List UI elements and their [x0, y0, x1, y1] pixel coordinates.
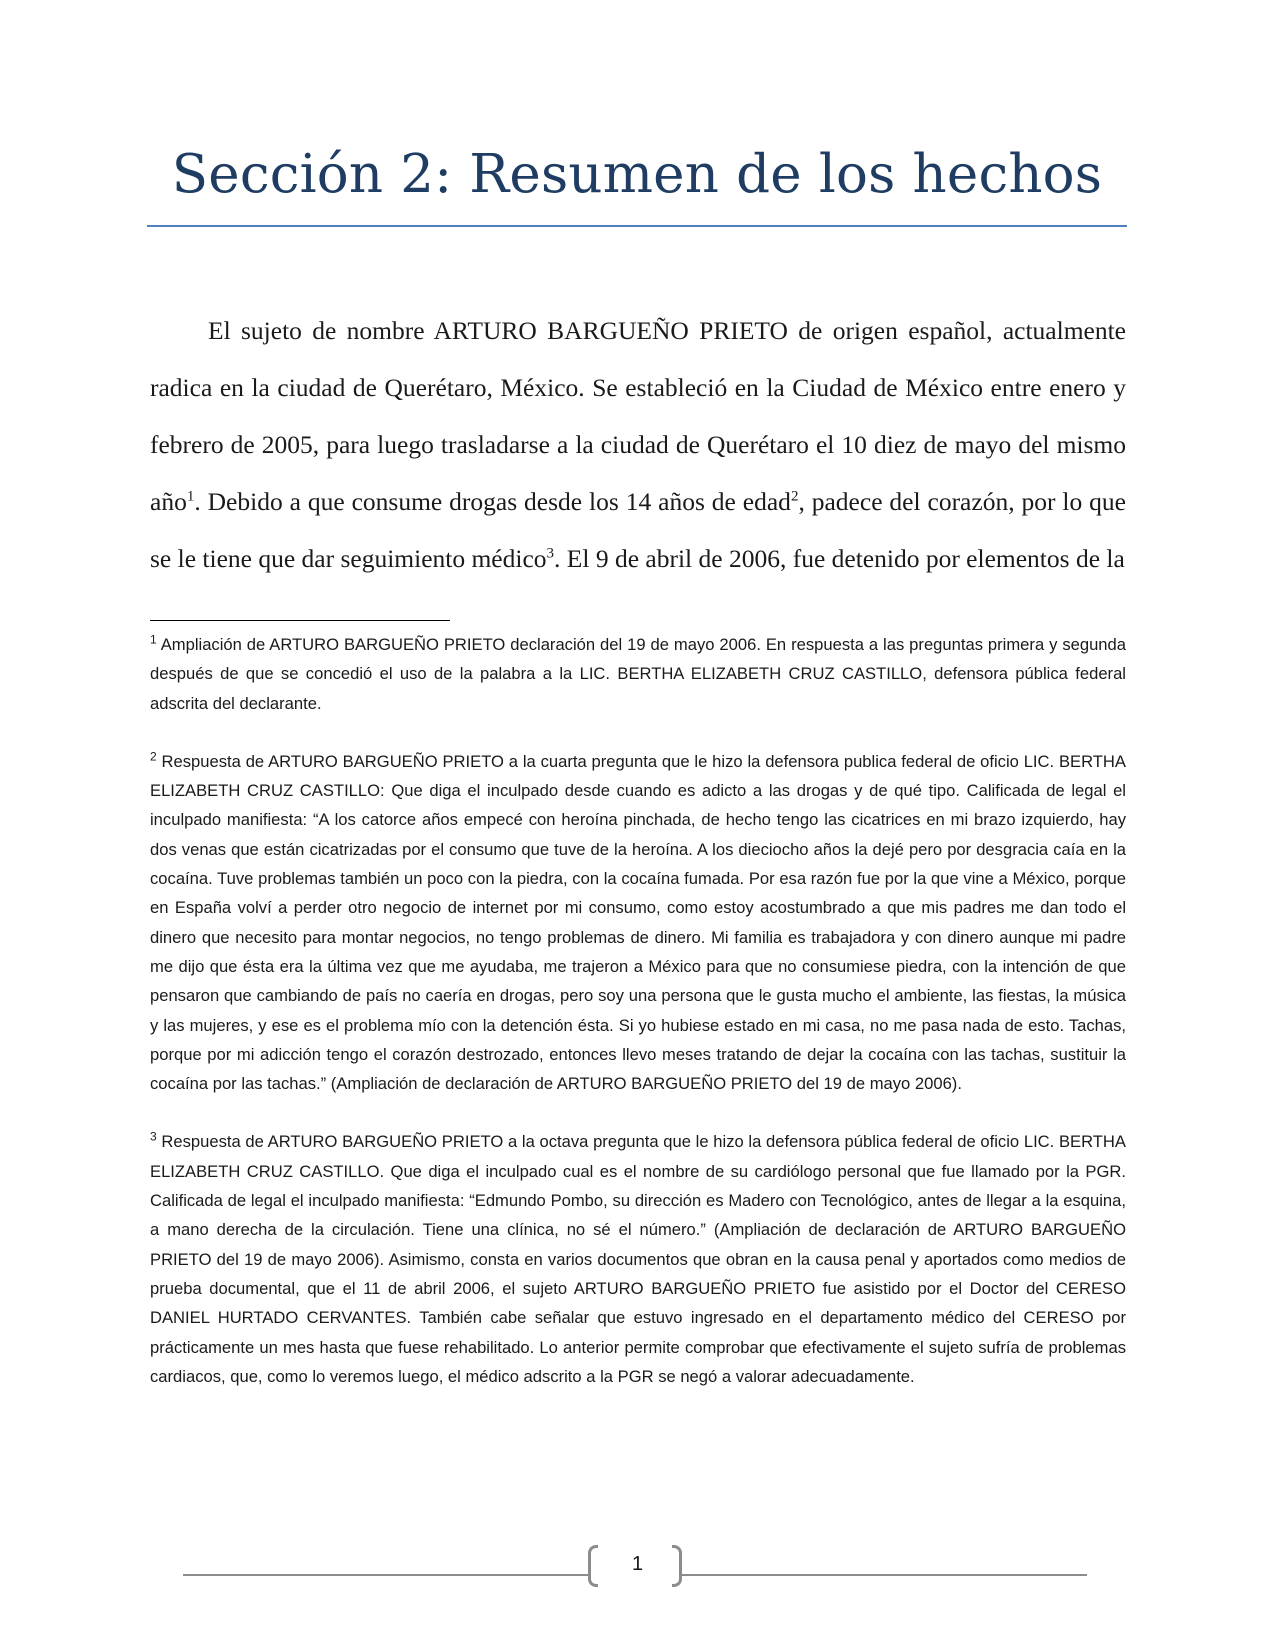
- body-paragraph: [150, 302, 1126, 587]
- footnote-ref-1[interactable]: 1: [186, 488, 195, 505]
- body-text-part-4: . El 9 de abril de 2006, fue detenido por elementos de la: [554, 544, 1125, 573]
- footnote-2: [150, 747, 1126, 1099]
- footer-rule-left: [183, 1574, 588, 1576]
- footnote-ref-2[interactable]: 2: [790, 488, 799, 505]
- left-bracket-icon: [588, 1545, 598, 1587]
- footer-rule-right: [682, 1574, 1087, 1576]
- footnote-text: Respuesta de ARTURO BARGUEÑO PRIETO a la cuarta pregunta que le hizo la defensora publica federal de oficio LIC. BERTHA ELIZABETH CRUZ CASTILLO: Que diga el inculpado desde cuando es adicto a las drogas y de qué tipo. Calificada de legal el inculpado manifiesta: “A los catorce años empecé con heroína pinchada, de hecho tengo las cicatrices en mi brazo izquierdo, hay dos venas que están cicatrizadas por el consumo que tuve de la heroína. A los dieciocho años la dejé pero por desgracia caía en la cocaína. Tuve problemas también un poco con la piedra, con la cocaína fumada. Por esa razón fue por la que vine a México, porque en España volví a perder otro negocio de internet por mi consumo, como estoy acostumbrado a que mis padres me dan todo el dinero que necesito para montar negocios, no tengo problemas de dinero. Mi familia es trabajadora y con dinero aunque mi padre me dijo que ésta era la última vez que me ayudaba, me trajeron a México para que no consumiese piedra, con la intención de que pensaron que cambiando de país no caería en drogas, pero soy una persona que le gusta mucho el ambiente, las fiestas, la música y las mujeres, y ese es el problema mío con la detención ésta. Si yo hubiese estado en mi casa, no me pasa nada de esto. Tachas, porque por mi adicción tengo el corazón destrozado, entonces llevo meses tratando de dejar la cocaína con las tachas, sustituir la cocaína por las tachas.” (Ampliación de declaración de ARTURO BARGUEÑO PRIETO del 19 de mayo 2006).: [150, 751, 1126, 1094]
- footnote-separator: [150, 620, 450, 621]
- footnote-number: 1: [150, 632, 157, 647]
- footnote-number: 2: [150, 749, 157, 764]
- footnote-ref-3[interactable]: 3: [546, 545, 555, 562]
- footnote-text: Respuesta de ARTURO BARGUEÑO PRIETO a la octava pregunta que le hizo la defensora pública federal de oficio LIC. BERTHA ELIZABETH CRUZ CASTILLO. Que diga el inculpado cual es el nombre de su cardiólogo personal que fue llamado por la PGR. Calificada de legal el inculpado manifiesta: “Edmundo Pombo, su dirección es Madero con Tecnológico, antes de llegar a la esquina, a mano derecha de la circulación. Tiene una clínica, no sé el número.” (Ampliación de declaración de ARTURO BARGUEÑO PRIETO del 19 de mayo 2006). Asimismo, consta en varios documentos que obran en la causa penal y aportados como medios de prueba documental, que el 11 de abril 2006, el sujeto ARTURO BARGUEÑO PRIETO fue asistido por el Doctor del CERESO DANIEL HURTADO CERVANTES. También cabe señalar que estuvo ingresado en el departamento médico del CERESO por prácticamente un mes hasta que fuese rehabilitado. Lo anterior permite comprobar que efectivamente el sujeto sufría de problemas cardiacos, que, como lo veremos luego, el médico adscrito a la PGR se negó a valorar adecuadamente.: [150, 1132, 1126, 1386]
- footnote-1: [150, 630, 1126, 718]
- body-text-part-2: . Debido a que consume drogas desde los 14 años de edad: [194, 487, 791, 516]
- page-number: 1: [631, 1553, 644, 1575]
- body-text-part-1: El sujeto de nombre ARTURO BARGUEÑO PRIETO de origen español, actualmente radica en la ciudad de Querétaro, México. Se estableció en la Ciudad de México entre enero y febrero de 2005, para luego trasladarse a la ciudad de Querétaro el 10 diez de mayo del mismo año: [150, 316, 1126, 516]
- page-footer: [0, 1545, 1275, 1605]
- right-bracket-icon: [672, 1545, 682, 1587]
- body-text-part-3: , padece del corazón, por lo que se le tiene que dar seguimiento médico: [150, 487, 1126, 573]
- footnote-text: Ampliación de ARTURO BARGUEÑO PRIETO declaración del 19 de mayo 2006. En respuesta a las preguntas primera y segunda después de que se concedió el uso de la palabra a la LIC. BERTHA ELIZABETH CRUZ CASTILLO, defensora pública federal adscrita del declarante.: [150, 635, 1126, 713]
- footnote-number: 3: [150, 1129, 157, 1144]
- title-underline: [147, 225, 1127, 227]
- footnotes: [150, 630, 1126, 1420]
- section-title: Sección 2: Resumen de los hechos: [171, 144, 1103, 205]
- footnote-3: [150, 1127, 1126, 1391]
